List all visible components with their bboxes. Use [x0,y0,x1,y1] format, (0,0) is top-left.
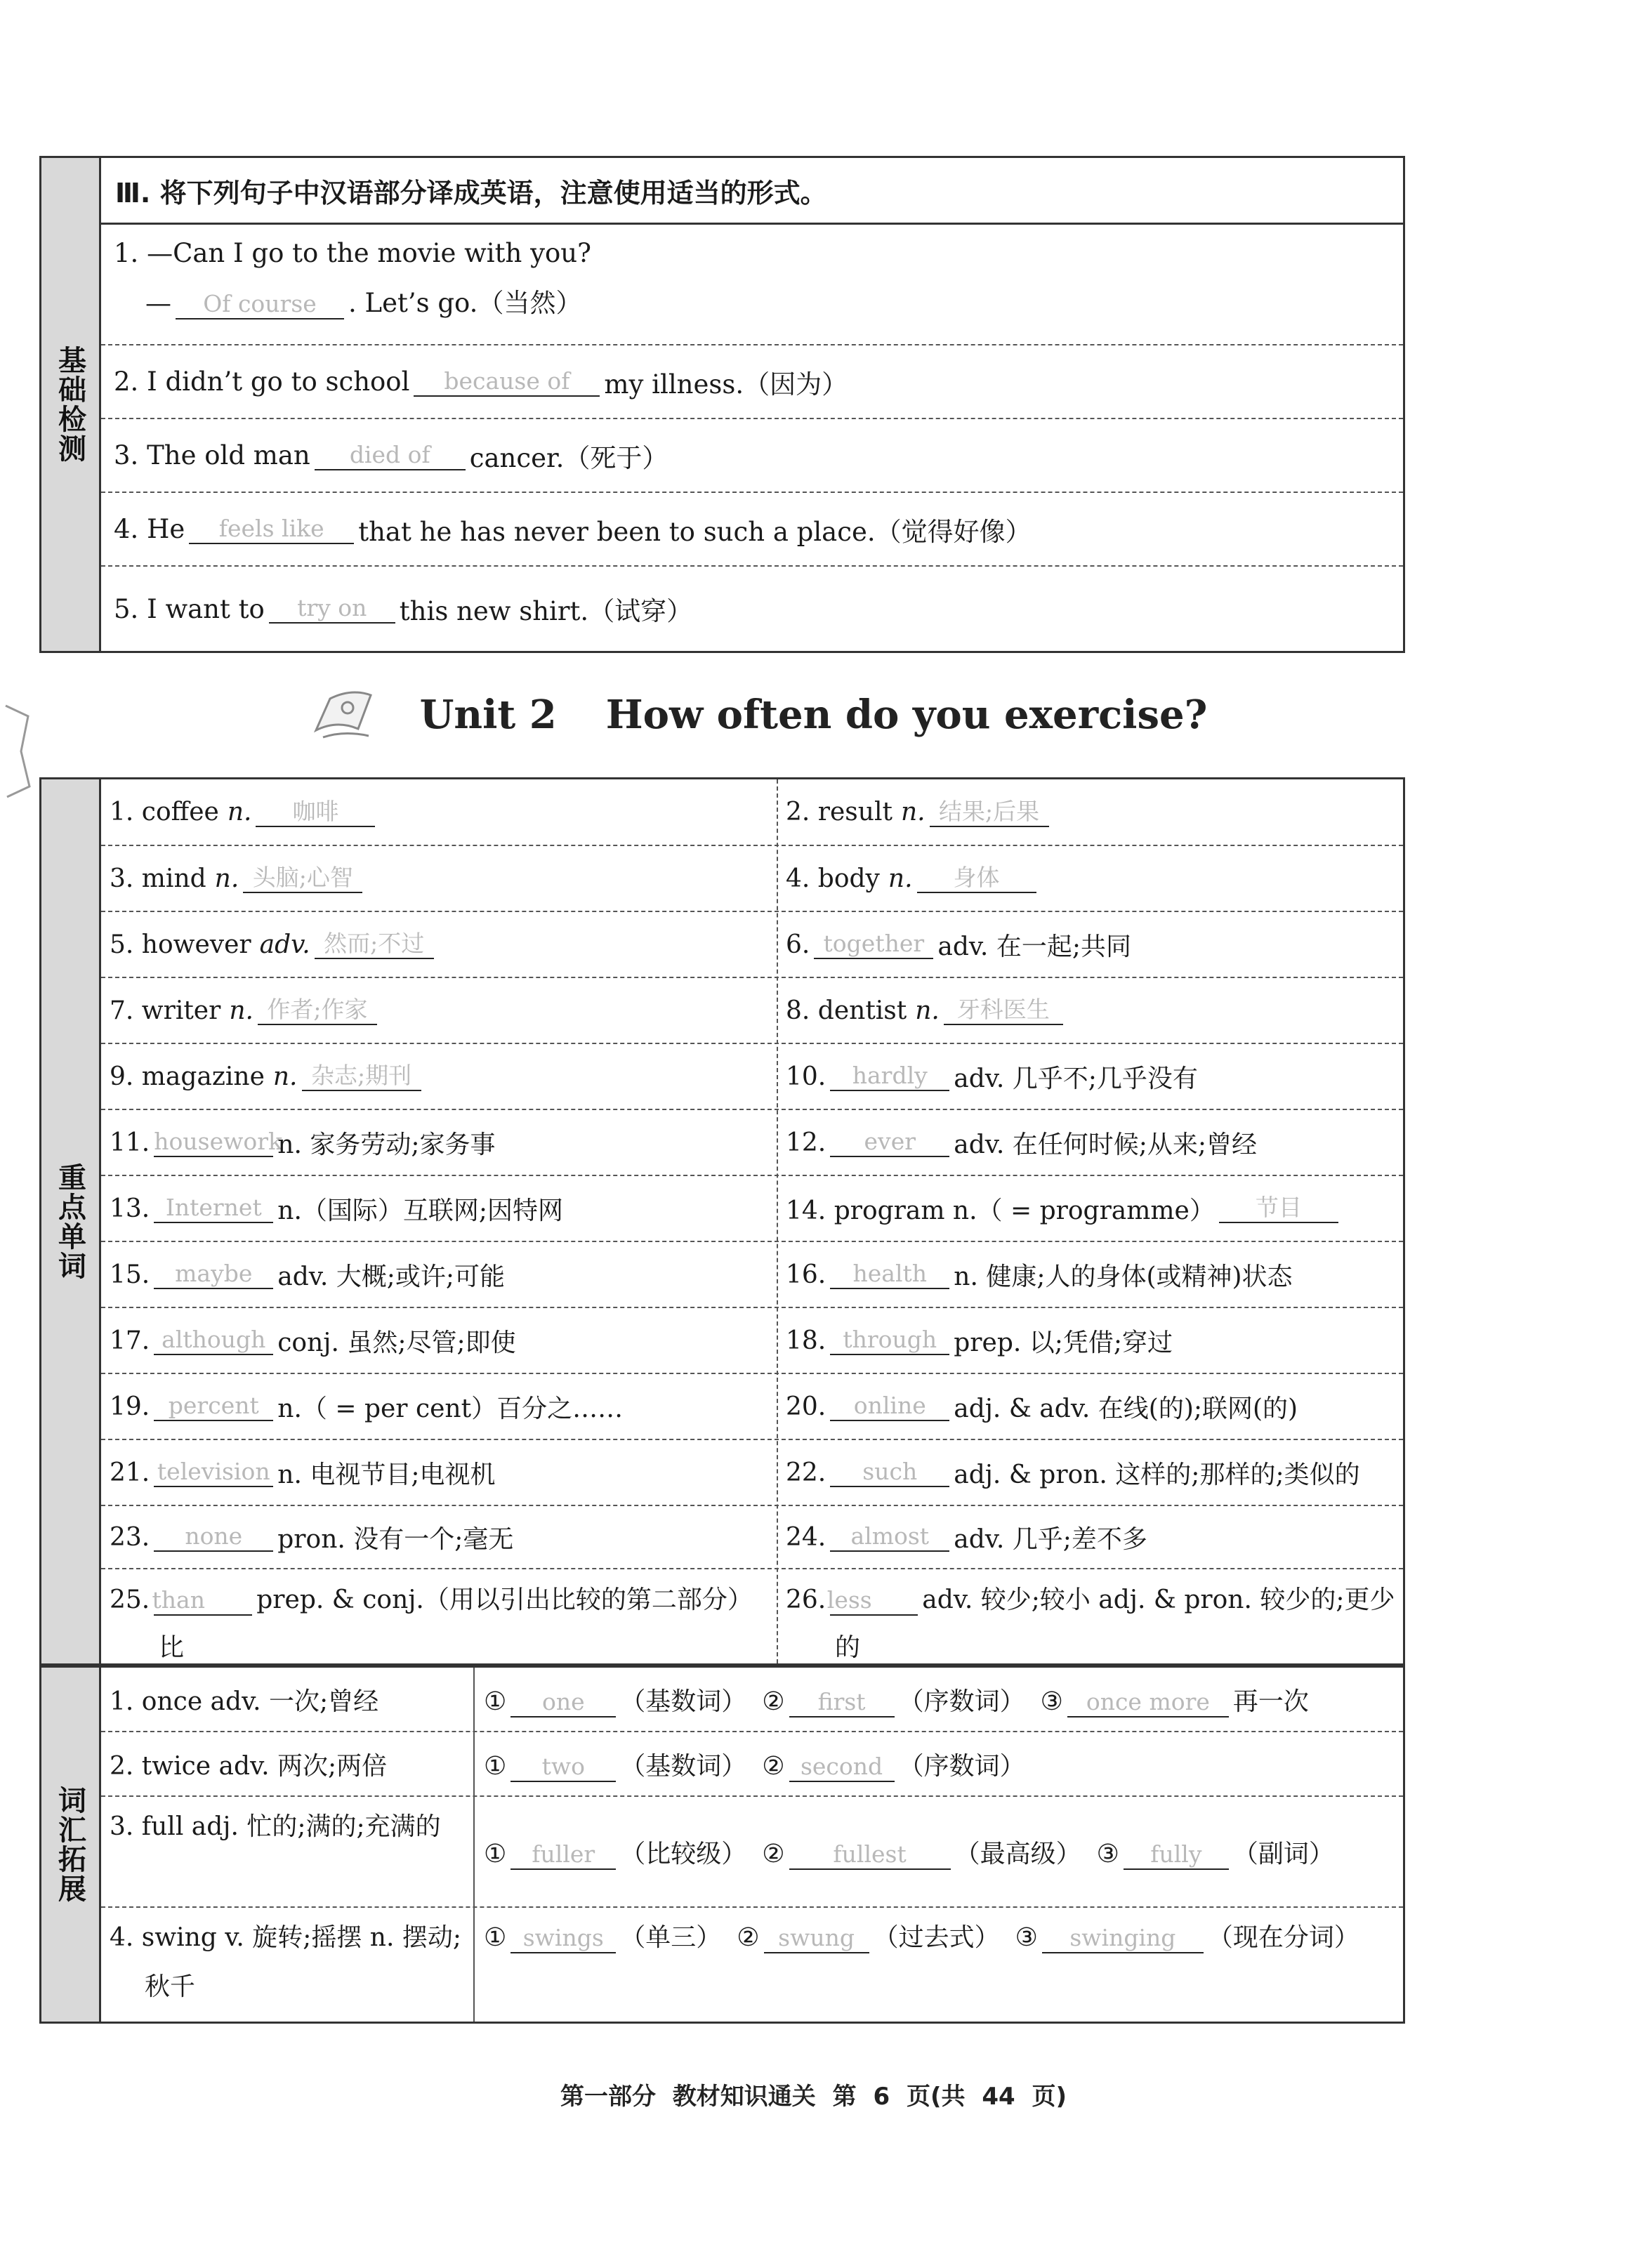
item-headword: 10. [786,1062,826,1091]
item-headword: 17. [110,1326,150,1355]
answer-blank[interactable]: once more [1067,1688,1229,1718]
sentence-start: 2. I didn’t go to school [114,367,410,397]
table-row [101,846,1403,912]
vocab-cell-left [110,1308,766,1373]
table-row [101,1569,1403,1668]
form-group [1041,1682,1309,1718]
item-headword: 8. dentist [786,996,907,1025]
item-definition: prep. & conj.（用以引出比较的第二部分）比 [159,1585,753,1662]
form-number: ② [762,1687,785,1716]
form-label: （序数词） [898,1687,1025,1716]
answer-blank[interactable]: try on [269,594,395,624]
sentence-end: my illness.（因为） [604,369,848,400]
item-number: 26. [786,1585,826,1614]
answer-blank[interactable]: housework [154,1128,273,1157]
form-group [1097,1834,1334,1870]
item-headword: 5. however [110,930,251,959]
form-group [1015,1913,1359,1963]
item-definition: n. 电视节目;电视机 [277,1460,496,1489]
part-of-speech: n. [272,1062,298,1091]
item-headword: 9. magazine [110,1062,265,1091]
section-header-text: Ⅲ. 将下列句子中汉语部分译成英语，注意使用适当的形式。 [115,177,827,209]
answer-blank[interactable]: Of course [176,290,344,319]
item-headword: 3. mind [110,864,206,893]
answer-blank[interactable]: than [154,1586,252,1616]
sentence-end: cancer.（死于） [469,442,668,473]
expand-sidebar [41,1668,101,2022]
table-row [101,1668,1403,1732]
item-headword: 13. [110,1194,150,1223]
sentence-start: 4. He [114,514,185,544]
section-sidebar [41,158,101,651]
answer-blank[interactable]: Internet [154,1194,273,1223]
expand-word: 4. swing v. 旋转;摇摆 n. 摆动;秋千 [110,1923,461,2001]
expand-section [39,1666,1405,2024]
part-of-speech: n. [915,996,940,1025]
sentence-start: 3. The old man [114,440,310,470]
item-number: 25. [110,1585,150,1614]
item-definition: adv. 大概;或许;可能 [277,1262,505,1291]
item-headword: 1. coffee [110,798,219,826]
form-group [762,1746,1025,1782]
form-group [484,1913,721,1963]
expand-body [101,1668,1403,2022]
translation-section [39,156,1405,653]
item-definition: n.（国际）互联网;因特网 [277,1196,564,1225]
form-number: ③ [1040,1687,1063,1716]
answer-prefix: — [145,288,171,318]
item-definition: adv. 在任何时候;从来;曾经 [954,1130,1257,1159]
vocab-cell-left [110,912,766,977]
table-row [101,1308,1403,1374]
table-row [101,912,1403,978]
answer-blank[interactable]: 牙科医生 [944,996,1063,1025]
item-headword: 11. [110,1128,150,1157]
form-group [737,1913,999,1963]
vocab-cell-left [110,1374,766,1439]
item-definition: n.（ = per cent）百分之…… [277,1394,624,1423]
form-group [762,1682,1025,1718]
item-headword: 20. [786,1392,826,1421]
vocab-cell-left [110,1506,766,1568]
vocab-cell-left [110,1569,766,1668]
answer-blank[interactable]: 咖啡 [256,798,375,827]
item-headword: 24. [786,1522,826,1552]
part-of-speech: n. [229,996,253,1025]
form-label: （现在分词） [1207,1923,1359,1952]
answer-blank[interactable]: television [154,1458,273,1487]
expand-word: 2. twice adv. 两次;两倍 [110,1751,388,1781]
form-label: （过去式） [873,1923,1000,1952]
item-definition: adv. 在一起;共同 [937,932,1131,961]
vocab-cell-right [786,1242,1418,1307]
item-headword: 12. [786,1128,826,1157]
item-headword: 4. body [786,864,880,893]
item-definition: conj. 虽然;尽管;即使 [277,1328,516,1357]
answer-blank[interactable]: because of [414,367,600,397]
vocab-cell-right [786,912,1418,977]
item-definition: adj. & adv. 在线(的);联网(的) [954,1394,1298,1423]
answer-blank[interactable]: health [830,1260,949,1289]
expand-forms [484,1732,1404,1795]
table-row [101,1732,1403,1797]
vocab-cell-left [110,1044,766,1109]
table-row [101,779,1403,846]
answer-blank[interactable]: although [154,1326,273,1355]
vocab-cell-right [786,1569,1418,1668]
vocab-cell-right [786,1110,1418,1175]
part-of-speech: n. [888,864,913,893]
vocab-cell-right [786,1440,1418,1505]
answer-blank[interactable]: maybe [154,1260,273,1289]
form-group [762,1834,1081,1870]
table-row [101,1797,1403,1908]
expand-word: 1. once adv. 一次;曾经 [110,1687,379,1716]
form-label: （副词） [1232,1839,1334,1868]
part-of-speech: adv. [259,930,310,959]
unit-number: Unit 2 [419,692,557,738]
list-item [101,567,1403,651]
form-label: （基数词） [620,1687,747,1716]
vocab-cell-right [786,978,1418,1043]
form-label: （最高级） [954,1839,1081,1868]
item-definition: prep. 以;凭借;穿过 [954,1328,1173,1357]
vocab-cell-left [110,978,766,1043]
answer-blank[interactable]: together [814,930,933,959]
answer-blank[interactable]: percent [154,1392,273,1421]
vocab-sidebar [41,779,101,1663]
item-headword: 6. [786,930,810,959]
answer-blank[interactable]: fully [1124,1840,1229,1870]
item-definition: n. 家务劳动;家务事 [277,1130,496,1159]
table-row [101,1242,1403,1308]
item-headword: 2. result [786,798,892,826]
answer-blank[interactable]: feels like [189,515,354,544]
answer-blank[interactable]: less [830,1586,918,1616]
answer-blank[interactable]: online [830,1392,949,1421]
form-group [484,1746,746,1782]
item-headword: 22. [786,1458,826,1487]
list-item [101,225,1403,345]
vocab-cell-right [786,1308,1418,1373]
table-row [101,1506,1403,1569]
table-row [101,1176,1403,1242]
expand-forms [484,1668,1404,1731]
answer-blank[interactable]: 节目 [1219,1194,1338,1223]
answer-blank[interactable]: 杂志;期刊 [302,1062,421,1091]
sentence-end: this new shirt.（试穿） [399,596,693,626]
answer-suffix: . Let’s go.（当然） [348,288,582,318]
answer-blank[interactable]: 头脑;心智 [243,864,362,893]
item-definition: pron. 没有一个;毫无 [277,1524,514,1554]
form-number: ③ [1096,1839,1119,1868]
vocab-cell-left [110,1176,766,1241]
vocab-section [39,777,1405,1666]
part-of-speech: n. [214,864,239,893]
item-definition: adj. & pron. 这样的;那样的;类似的 [954,1460,1360,1489]
vocab-cell-right [786,1506,1418,1568]
answer-blank[interactable]: 身体 [917,864,1036,893]
sidebar-label: 词汇拓展 [53,1786,86,1904]
unit-title [0,692,1627,738]
vocab-cell-right [786,779,1418,845]
answer-blank[interactable]: 作者;作家 [258,996,377,1025]
form-number: ① [484,1839,507,1868]
expand-word: 3. full adj. 忙的;满的;充满的 [110,1812,441,1841]
form-number: ① [484,1751,507,1781]
answer-blank[interactable]: second [789,1753,895,1782]
part-of-speech: n. [227,798,252,826]
list-item [101,419,1403,493]
answer-blank[interactable]: first [789,1688,895,1718]
answer-blank[interactable]: fuller [511,1840,616,1870]
sidebar-label: 重点单词 [53,1162,86,1281]
answer-blank[interactable]: through [830,1326,949,1355]
vocab-cell-right [786,1044,1418,1109]
vocab-cell-left [110,1440,766,1505]
answer-blank[interactable]: two [511,1753,616,1782]
expand-forms [484,1797,1404,1906]
item-headword: 21. [110,1458,150,1487]
answer-blank[interactable]: swings [511,1924,616,1953]
section-header [101,158,1403,225]
form-number: ② [737,1923,760,1952]
table-row [101,1908,1403,2022]
form-number: ③ [1015,1923,1038,1952]
vocab-cell-right [786,1374,1418,1439]
form-label: （比较级） [620,1839,747,1868]
answer-blank[interactable]: none [154,1522,273,1552]
answer-blank[interactable]: 结果;后果 [930,798,1049,827]
list-item [101,493,1403,567]
item-headword: 15. [110,1260,150,1289]
answer-blank[interactable]: one [511,1688,616,1718]
answer-blank[interactable]: 然而;不过 [315,930,434,959]
answer-blank[interactable]: died of [315,441,466,470]
form-number: ② [762,1839,785,1868]
table-row [101,1440,1403,1506]
vocab-cell-left [110,846,766,911]
form-number: ① [484,1687,507,1716]
vocab-cell-right [786,846,1418,911]
sidebar-label: 基础检测 [53,345,86,463]
item-headword: 23. [110,1522,150,1552]
sentence-end: that he has never been to such a place.（觉得好像） [358,516,1032,547]
list-item [101,345,1403,419]
vocab-cell-left [110,1242,766,1307]
item-headword: 16. [786,1260,826,1289]
answer-blank[interactable]: swinging [1042,1924,1204,1953]
item-headword: 19. [110,1392,150,1421]
form-label: （单三） [620,1923,722,1952]
vocab-cell-right [786,1176,1418,1241]
page-footer: 第一部分 教材知识通关 第 6 页(共 44 页) [560,2083,1067,2111]
answer-blank[interactable]: ever [830,1128,949,1157]
item-headword: 7. writer [110,996,221,1025]
answer-blank[interactable]: such [830,1458,949,1487]
answer-blank[interactable]: hardly [830,1062,949,1091]
form-label: 再一次 [1232,1687,1309,1716]
answer-blank[interactable]: almost [830,1522,949,1552]
table-row [101,978,1403,1044]
item-definition: adv. 较少;较小 adj. & pron. 较少的;更少的 [835,1585,1395,1662]
table-row [101,1110,1403,1176]
vocab-cell-left [110,779,766,845]
unit-name: How often do you exercise? [605,692,1208,738]
table-row [101,1044,1403,1110]
item-definition: adv. 几乎不;几乎没有 [954,1064,1198,1093]
answer-blank[interactable]: fullest [789,1840,951,1870]
form-number: ① [484,1923,507,1952]
table-row [101,1374,1403,1440]
form-number: ② [762,1751,785,1781]
translation-body [101,158,1403,651]
item-definition: adv. 几乎;差不多 [954,1524,1147,1554]
form-label: （基数词） [620,1751,747,1781]
form-group [484,1682,746,1718]
part-of-speech: n. [900,798,926,826]
answer-blank[interactable]: swung [764,1924,869,1953]
item-definition: n. 健康;人的身体(或精神)状态 [954,1262,1293,1291]
question-line: 1. —Can I go to the movie with you? [114,238,591,268]
form-group [484,1834,746,1870]
expand-forms [484,1908,1404,2022]
item-headword: 18. [786,1326,826,1355]
vocab-cell-left [110,1110,766,1175]
item-headword: 14. program n.（ = programme） [786,1196,1215,1225]
form-label: （序数词） [898,1751,1025,1781]
vocab-body [101,779,1403,1663]
sentence-start: 5. I want to [114,593,265,624]
